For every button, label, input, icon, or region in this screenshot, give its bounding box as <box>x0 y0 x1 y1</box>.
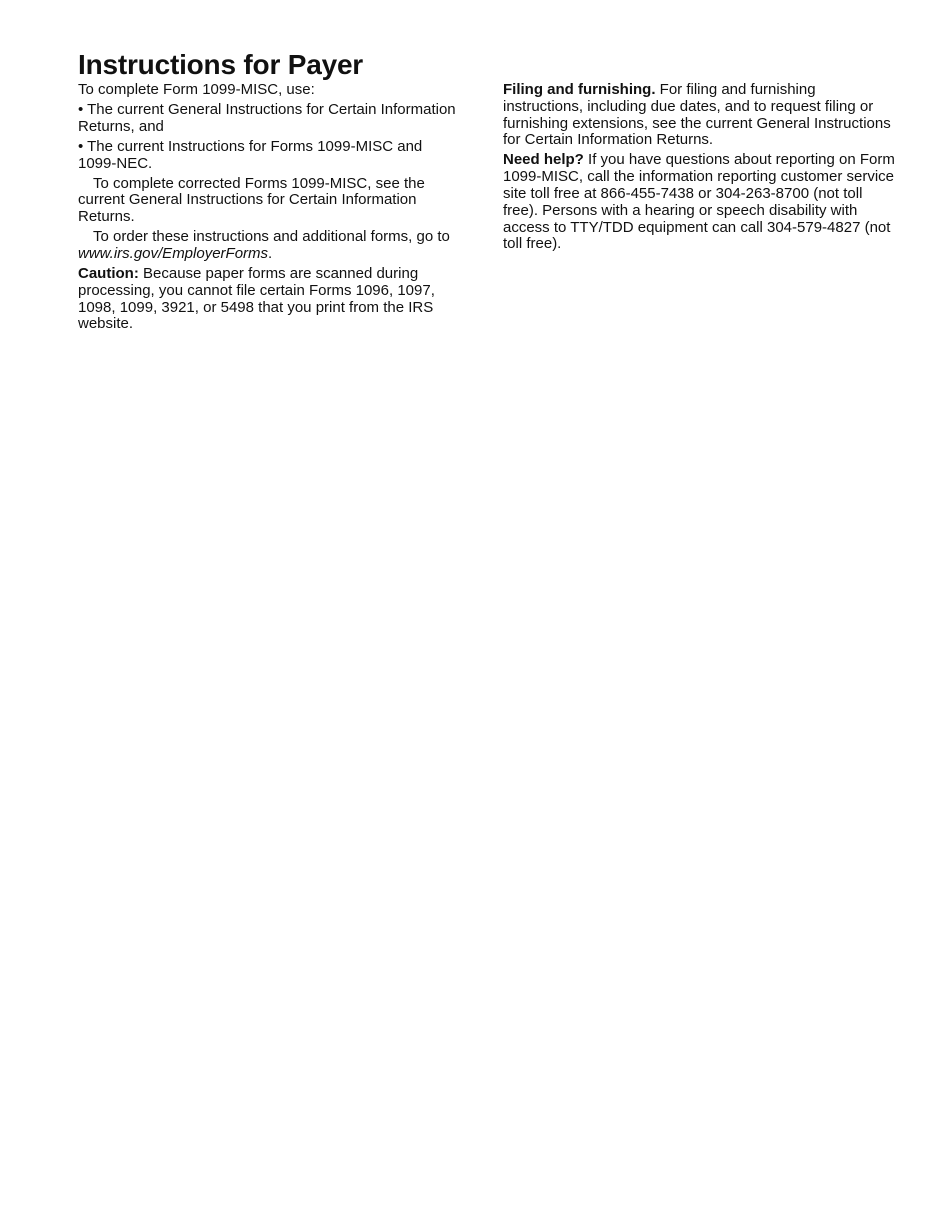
right-column <box>503 82 898 256</box>
need-help-paragraph <box>503 152 898 253</box>
bullet-form-instructions: • The current Instructions for Forms 1099-MISC and 1099-NEC. <box>78 137 423 172</box>
order-forms-paragraph <box>78 229 463 263</box>
need-help-text: If you have questions about reporting on Form 1099-MISC, call the information reporting customer service site toll free at 866-455-7438 or 304-263-8700 (not toll free). Persons with a hearing or speech disability with access to TTY/TDD equipment can call 304-579-4827 (not toll free). <box>503 151 895 253</box>
employer-forms-link[interactable]: www.irs.gov/EmployerForms <box>78 244 269 262</box>
need-help-label: Need help? <box>503 151 584 169</box>
filing-furnishing-label: Filing and furnishing. <box>503 81 656 98</box>
page-title: Instructions for Payer <box>78 49 364 80</box>
caution-paragraph <box>78 266 463 333</box>
bullet-general-instructions: • The current General Instructions for Certain Information Returns, and <box>78 100 456 135</box>
order-forms-period: . <box>268 244 273 262</box>
filing-furnishing-paragraph <box>503 82 898 149</box>
caution-label: Caution: <box>78 264 139 282</box>
filing-furnishing-text: For filing and furnishing instructions, including due dates, and to request filing or furnishing extensions, see the current General Instructions for Certain Information Returns. <box>503 81 891 149</box>
corrected-forms-paragraph: To complete corrected Forms 1099-MISC, see the current General Instructions for Certain Information Returns. <box>78 174 425 226</box>
caution-text: Because paper forms are scanned during processing, you cannot file certain Forms 1096, 1097, 1098, 1099, 3921, or 5498 that you print from the IRS website. <box>78 264 435 333</box>
left-column <box>78 82 463 336</box>
intro-paragraph: To complete Form 1099-MISC, use: <box>78 81 315 98</box>
order-forms-text: To order these instructions and additional forms, go to <box>93 228 450 246</box>
